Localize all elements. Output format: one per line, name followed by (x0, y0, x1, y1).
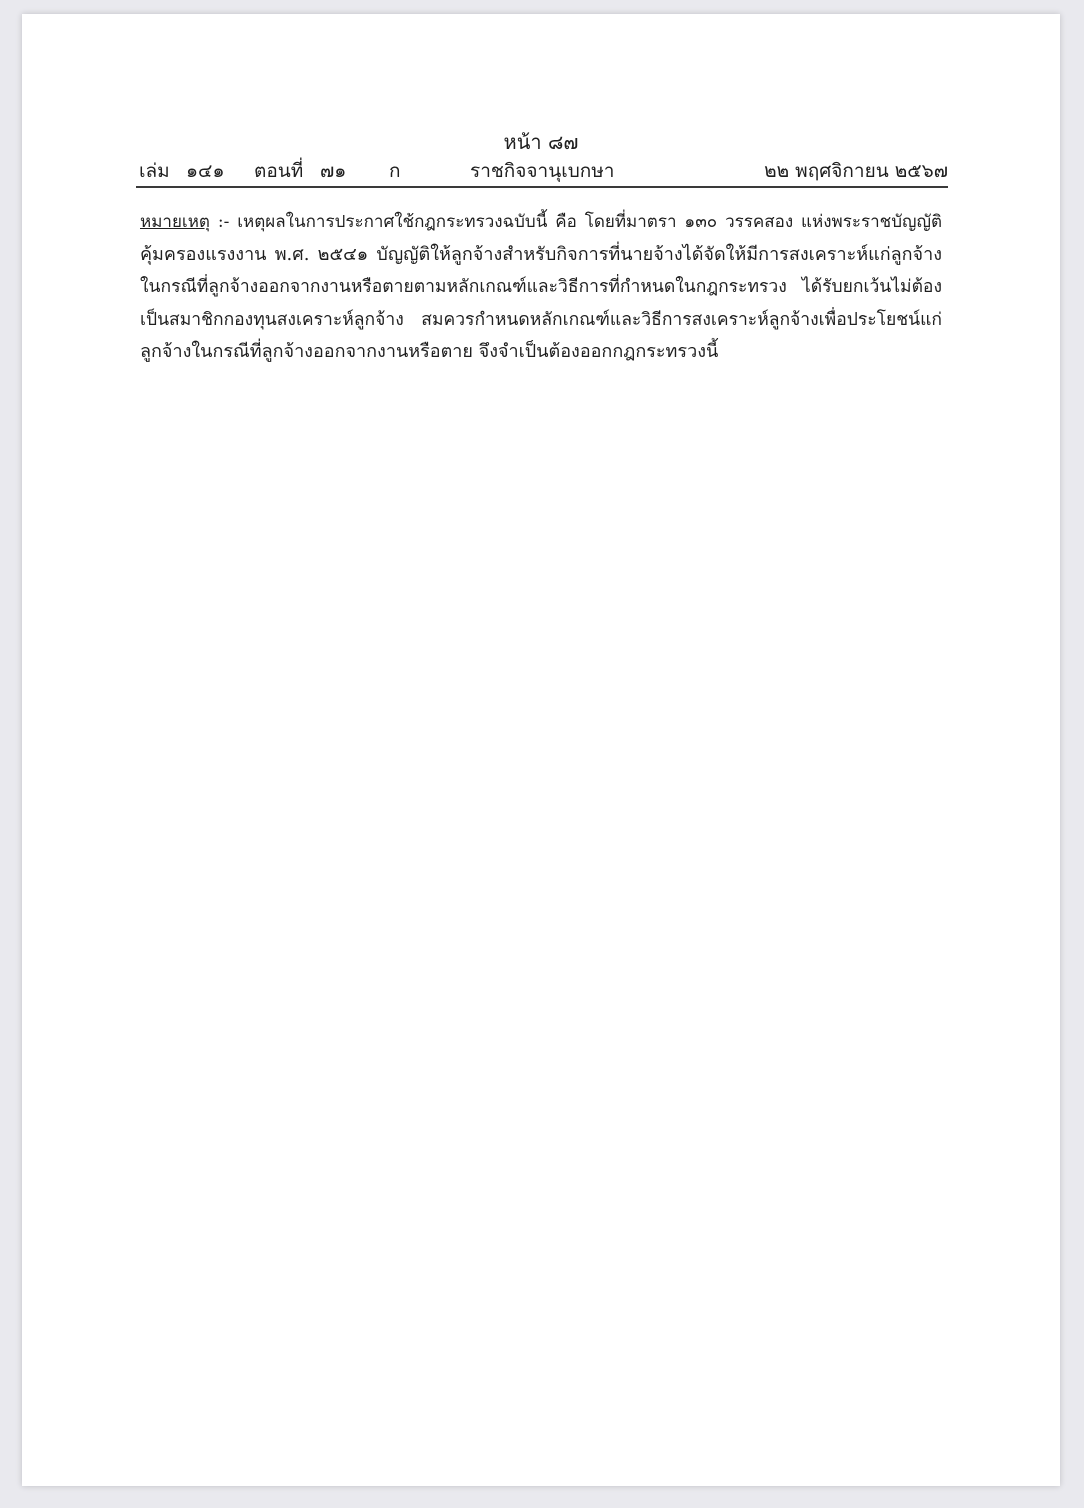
note-line: เป็นสมาชิกกองทุนสงเคราะห์ลูกจ้าง สมควรกำหนดหลักเกณฑ์และวิธีการสงเคราะห์ลูกจ้างเพื่อประโยชน์แก่ (140, 309, 942, 330)
note-line: คุ้มครองแรงงาน พ.ศ. ๒๕๔๑ บัญญัติให้ลูกจ้างสำหรับกิจการที่นายจ้างได้จัดให้มีการสงเคราะห์แก่ลูกจ้าง (140, 243, 942, 265)
volume-label: เล่ม (139, 160, 170, 182)
note-line: ลูกจ้างในกรณีที่ลูกจ้างออกจากงานหรือตาย จึงจำเป็นต้องออกกฎกระทรวงนี้ (140, 341, 719, 362)
section-letter: ก (389, 160, 401, 182)
header-divider (136, 186, 948, 188)
note-line (140, 206, 942, 239)
note-line-text: เหตุผลในการประกาศใช้กฎกระทรวงฉบับนี้ คือ โดยที่มาตรา ๑๓๐ วรรคสอง แห่งพระราชบัญญัติ (237, 212, 942, 232)
journal-title: ราชกิจจานุเบกษา (470, 160, 615, 182)
issue-number: ๗๑ (320, 160, 347, 182)
publication-date: ๒๒ พฤศจิกายน ๒๕๖๗ (764, 160, 948, 182)
volume-number: ๑๔๑ (186, 160, 225, 182)
document-page (22, 14, 1060, 1486)
gazette-header (136, 156, 948, 186)
page-number: หน้า ๘๗ (503, 130, 579, 154)
note-paragraph (140, 206, 942, 369)
note-separator: :- (209, 212, 238, 232)
issue-label: ตอนที่ (254, 160, 304, 182)
note-label: หมายเหตุ (140, 212, 210, 232)
note-line: ในกรณีที่ลูกจ้างออกจากงานหรือตายตามหลักเกณฑ์และวิธีการที่กำหนดในกฎกระทรวง ได้รับยกเว้นไม่ต้อง (140, 277, 942, 297)
